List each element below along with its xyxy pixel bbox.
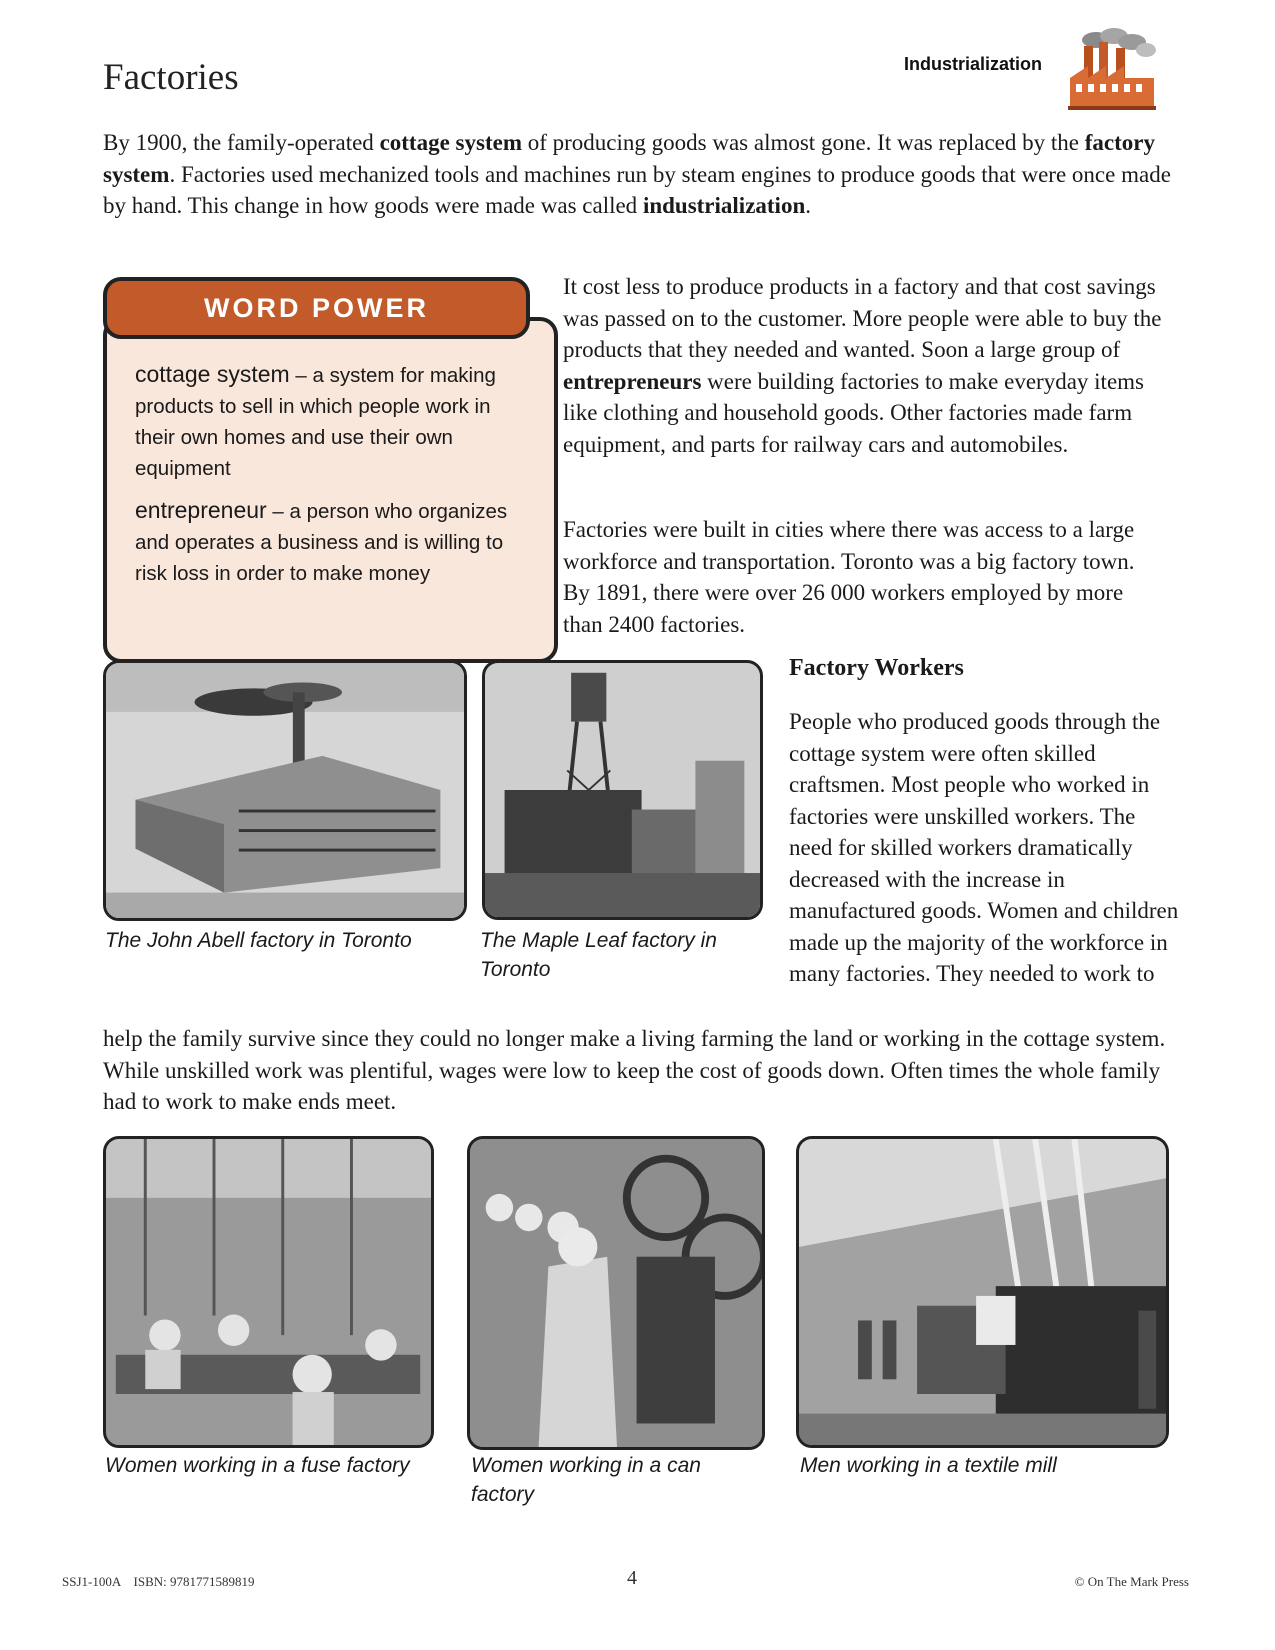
term-factory-system: factory system <box>103 130 1155 187</box>
term-entrepreneurs: entrepreneurs <box>563 368 702 394</box>
photo-maple-leaf-factory <box>482 660 763 920</box>
photo-textile-mill <box>796 1136 1169 1448</box>
footer-publisher: © On The Mark Press <box>1074 1574 1189 1589</box>
paragraph-toronto: Factories were built in cities where there was access to a large workforce and transportation. Toronto was a big factory town. By 1891, there were over 26 000 workers employed by more than 2400 factories. <box>563 517 1135 637</box>
caption-john-abell-factory: The John Abell factory in Toronto <box>105 929 412 952</box>
footer-isbn: SSJ1-100A ISBN: 9781771589819 <box>62 1574 255 1589</box>
photo-fuse-factory <box>103 1136 434 1448</box>
word-power-heading: WORD POWER <box>103 277 530 339</box>
caption-maple-leaf-factory: The Maple Leaf factory in Toronto <box>480 929 717 981</box>
definition-entrepreneur: entrepreneur – a person who organizes and operates a business and is willing to risk loss in order to make money <box>135 497 508 585</box>
paragraph-cost: It cost less to produce products in a factory and that cost savings was passed on to the customer. More people were able to buy the products that they needed and wanted. Soon a large group of entrepreneurs were building factories to make everyday items like clothing and household goods. Other factories made farm equipment, and parts for railway cars and automobiles. <box>563 274 1162 457</box>
caption-fuse-factory: Women working in a fuse factory <box>105 1454 410 1477</box>
page-number: 4 <box>627 1567 637 1589</box>
intro-paragraph: By 1900, the family-operated cottage system of producing goods was almost gone. It was replaced by the factory system. Factories used mechanized tools and machines run by steam engines to produce goods that were once made by hand. This change in how goods were made was called industrialization. <box>103 130 1171 218</box>
definition-cottage-system: cottage system – a system for making products to sell in which people work in their own homes and use their own equipment <box>135 361 496 480</box>
paragraph-workers-continued: help the family survive since they could no longer make a living farming the land or working in the cottage system. While unskilled work was plentiful, wages were low to keep the cost of goods down. Often times the whole family had to work to make ends meet. <box>103 1026 1166 1114</box>
factory-icon <box>1066 26 1158 116</box>
paragraph-workers: People who produced goods through the cottage system were often skilled craftsmen. Most people who worked in factories were unskilled workers. The need for skilled workers dramatically decreased with the increase in manufactured goods. Women and children made up the majority of the workforce in many factories. They needed to work to <box>789 709 1179 986</box>
page-title: Factories <box>103 57 239 98</box>
term-industrialization: industrialization <box>642 193 806 218</box>
word-power-definitions <box>103 317 558 663</box>
photo-john-abell-factory <box>103 660 467 921</box>
term-cottage-system: cottage system <box>379 130 522 155</box>
caption-textile-mill: Men working in a textile mill <box>800 1454 1057 1477</box>
caption-can-factory: Women working in a can factory <box>471 1454 701 1506</box>
section-heading: Factory Workers <box>789 655 964 681</box>
word-power-box <box>103 277 530 633</box>
unit-tag: Industrialization <box>903 54 1042 74</box>
photo-can-factory <box>467 1136 765 1450</box>
